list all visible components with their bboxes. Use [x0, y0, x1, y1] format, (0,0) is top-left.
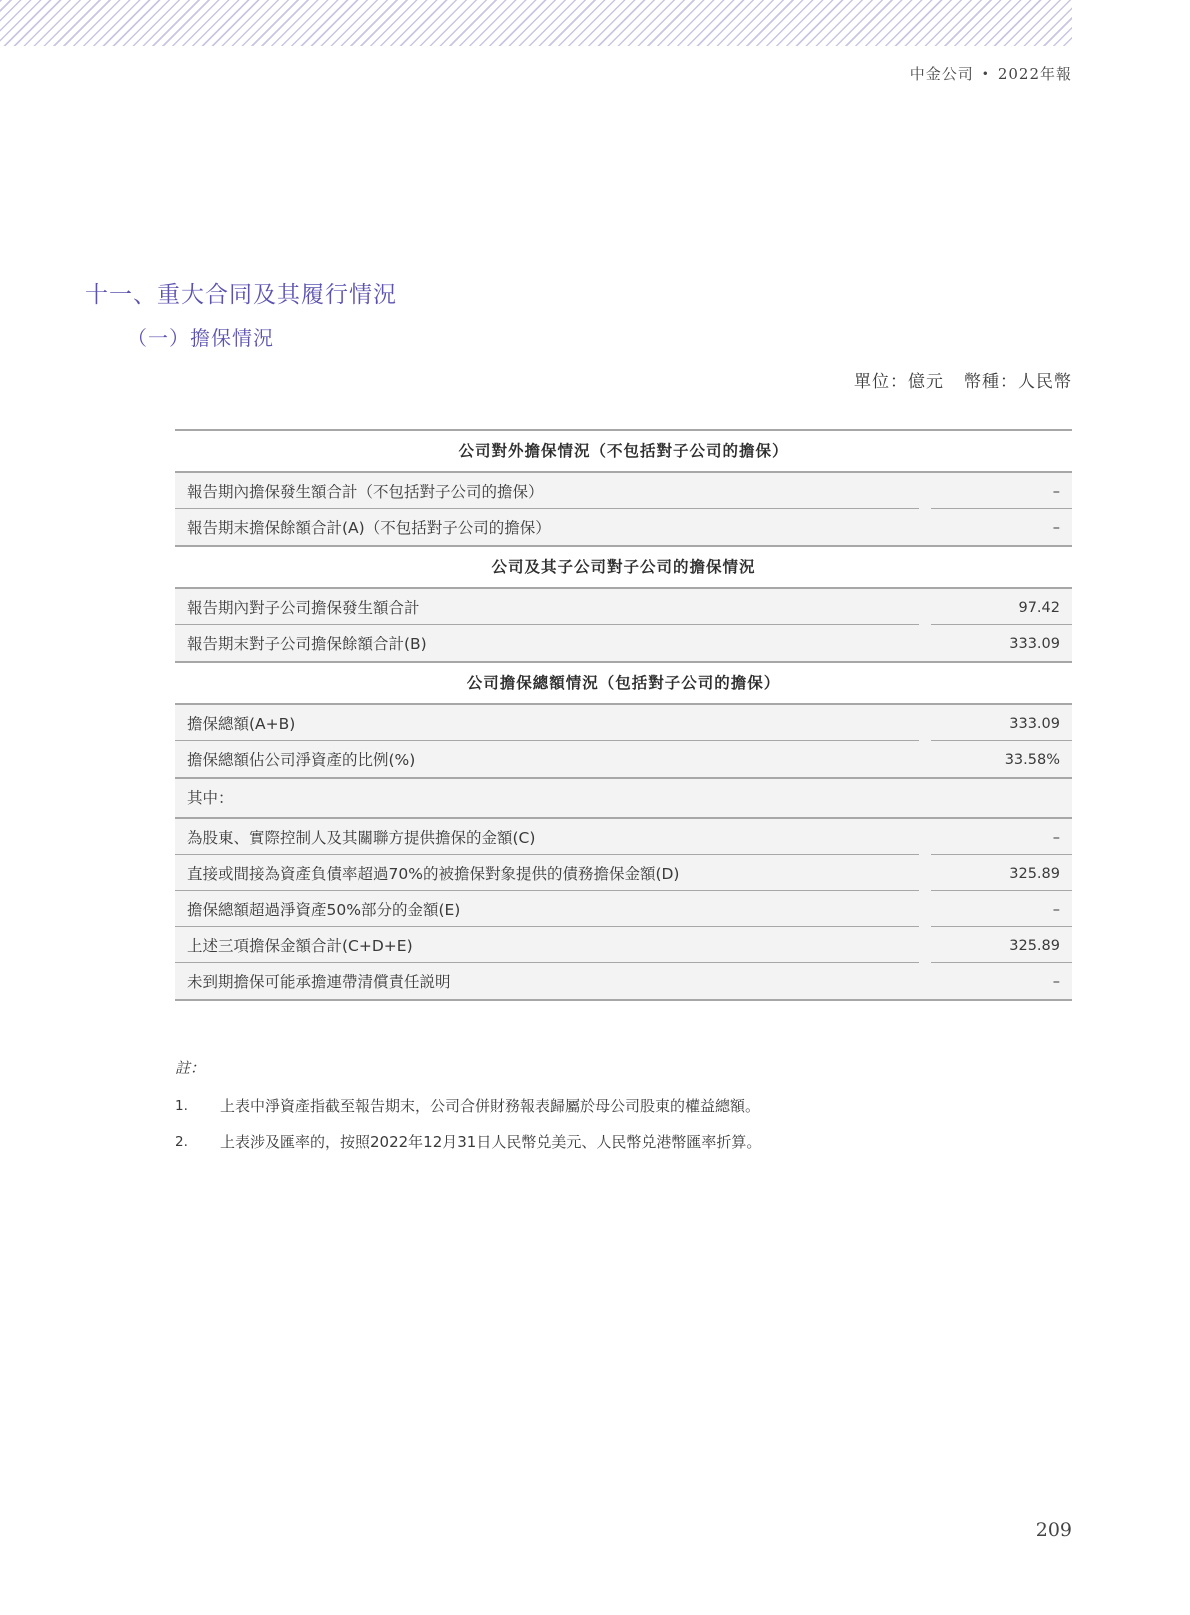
- table-section-heading: 公司及其子公司對子公司的擔保情況: [175, 547, 1072, 589]
- table-row: [175, 741, 1072, 777]
- row-value: 97.42: [931, 589, 1072, 625]
- row-label: 擔保總額超過淨資產50%部分的金額(E): [175, 891, 919, 927]
- table-row: [175, 779, 1072, 817]
- currency-label: 幣種：人民幣: [964, 372, 1072, 392]
- table-block: [175, 705, 1072, 779]
- table-row: [175, 963, 1072, 999]
- page-number: 209: [1035, 1519, 1072, 1541]
- row-label: 報告期內對子公司擔保發生額合計: [175, 589, 919, 625]
- row-value: 325.89: [931, 927, 1072, 963]
- row-label: 報告期內擔保發生額合計（不包括對子公司的擔保）: [175, 473, 919, 509]
- section-title: 十一、重大合同及其履行情況: [85, 282, 397, 308]
- table-block: [175, 819, 1072, 1001]
- subsection-title: （一）擔保情況: [127, 326, 274, 350]
- unit-line: [854, 367, 1072, 392]
- note-text: 上表中淨資產指截至報告期末，公司合併財務報表歸屬於母公司股東的權益總額。: [220, 1097, 761, 1115]
- table-block: [175, 473, 1072, 547]
- note-item: [175, 1132, 1072, 1152]
- table-row: [175, 891, 1072, 927]
- note-number: 2.: [175, 1134, 188, 1150]
- row-value: 33.58%: [1004, 752, 1060, 768]
- note-number: 1.: [175, 1098, 188, 1114]
- notes-title: 註：: [175, 1059, 206, 1077]
- row-value: –: [931, 473, 1072, 509]
- running-header: [910, 63, 1072, 84]
- row-value: 333.09: [931, 705, 1072, 741]
- row-label: 為股東、實際控制人及其關聯方提供擔保的金額(C): [175, 819, 919, 855]
- notes-section: [175, 1057, 1072, 1168]
- row-value: 333.09: [1009, 636, 1060, 652]
- row-value: –: [1052, 520, 1060, 536]
- decorative-hatched-band: [0, 0, 1072, 46]
- row-label: 上述三項擔保金額合計(C+D+E): [175, 927, 919, 963]
- row-value: –: [1052, 974, 1060, 990]
- row-label: 直接或間接為資產負債率超過70%的被擔保對象提供的債務擔保金額(D): [175, 855, 919, 891]
- table-row: [175, 705, 1072, 741]
- row-value: 325.89: [931, 855, 1072, 891]
- table-row: [175, 509, 1072, 545]
- note-item: [175, 1096, 1072, 1116]
- table-section-heading: 公司對外擔保情況（不包括對子公司的擔保）: [175, 429, 1072, 473]
- header-company: 中金公司: [909, 65, 974, 83]
- row-label: 擔保總額佔公司淨資產的比例(%): [187, 751, 416, 769]
- table-block-of-which-heading: [175, 779, 1072, 819]
- table-row: [175, 589, 1072, 625]
- table-row: [175, 625, 1072, 661]
- table-row: [175, 927, 1072, 963]
- row-value: –: [931, 819, 1072, 855]
- guarantee-table: [175, 429, 1072, 1001]
- table-block: [175, 589, 1072, 663]
- row-label: 報告期末對子公司擔保餘額合計(B): [187, 635, 427, 653]
- of-which-label: 其中：: [187, 789, 234, 807]
- header-report: 2022年報: [997, 65, 1072, 83]
- row-label: 報告期末擔保餘額合計(A)（不包括對子公司的擔保）: [187, 519, 551, 537]
- note-text: 上表涉及匯率的，按照2022年12月31日人民幣兑美元、人民幣兑港幣匯率折算。: [220, 1133, 762, 1151]
- table-section-heading: 公司擔保總額情況（包括對子公司的擔保）: [175, 663, 1072, 705]
- row-value: –: [931, 891, 1072, 927]
- table-row: [175, 819, 1072, 855]
- unit-label: 單位：億元: [854, 372, 944, 392]
- table-row: [175, 855, 1072, 891]
- table-row: [175, 473, 1072, 509]
- row-label: 擔保總額(A+B): [175, 705, 919, 741]
- header-dot: •: [981, 67, 990, 81]
- row-label: 未到期擔保可能承擔連帶清償責任説明: [187, 973, 451, 991]
